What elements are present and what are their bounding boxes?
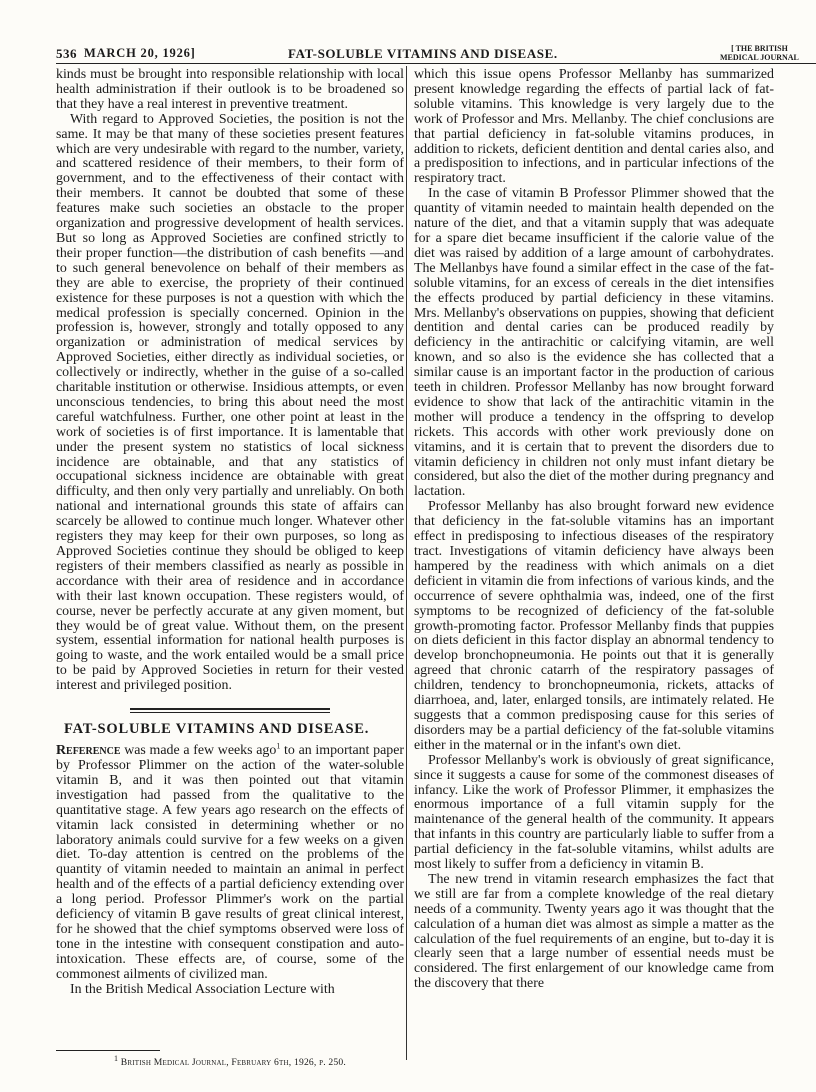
section-divider [130,708,330,713]
paragraph [56,741,404,983]
paragraph: Professor Mellanby's work is obviously of great significance, since it suggests a cause for some of the commonest diseases of infancy. Like the work of Professor Plimmer, it emphasizes the enormous importance of a full vitamin supply for the maintenance of the general health of the community. It appears that infants in this country are particularly liable to suffer from a partial deficiency in the fat-soluble vitamins, whilst adults are most likely to suffer from a deficiency in vitamin B. [414,752,774,873]
footnote-marker: 1 [113,1053,119,1063]
paragraph: In the case of vitamin B Professor Plimmer showed that the quantity of vitamin needed to maintain health depended on the nature of the diet, and that a vitamin supply that was adequate for a spare diet became insufficient if the calorie value of the diet was raised by addition of a large amount of carbohydrates. The Mellanbys have found a similar effect in the case of the fat-soluble vitamins, for an excess of cereals in the diet intensifies the effects produced by partial deficiency in these vitamins. Mrs. Mellanby's observations on puppies, showing that deficient dentition and dental caries can be produced readily by deficiency in the antirachitic or calcifying vitamin, are well known, and so also is the evidence she has collected that a similar cause is an important factor in the production of carious teeth in children. Professor Mellanby has now brought forward evidence to show that lack of the antirachitic vitamin in the mother will produce a tendency in the offspring to develop rickets. This accords with other work previously done on vitamins, and it is certain that to prevent the disorders due to vitamin deficiency in children not only must infant dietary be considered, but also the diet of the mother during pregnancy and lactation. [414,186,774,500]
paragraph: The new trend in vitamin research emphasizes the fact that we still are far from a complete knowledge of the real dietary needs of a community. Twenty years ago it was thought that the calculation of a human diet was almost as simple a matter as the calculation of the fuel requirements of an engine, but to-day it is clearly seen that a large number of essential needs must be considered. The first enlargement of our knowledge came from the discovery that there [414,871,774,992]
right-column [414,68,774,1086]
paragraph: In the British Medical Association Lecture with [70,981,335,997]
journal-line-1: THE BRITISH [735,44,788,53]
footnote-text: British Medical Journal, February 6th, 1926, p. 250. [118,1057,347,1068]
page-number: 536 [56,46,77,61]
footnote [56,1050,404,1068]
section-heading: FAT-SOLUBLE VITAMINS AND DISEASE. [64,721,370,738]
lead-word: Reference [56,743,121,759]
running-title: FAT-SOLUBLE VITAMINS AND DISEASE. [288,46,558,61]
paragraph: With regard to Approved Societies, the position is not the same. It may be that many of these societies present features which are very undesirable with regard to the number, variety, and scattered residence of their members, to their form of government, and to the effectiveness of their contact with their members. It cannot be doubted that some of these features make such societies an obstacle to the proper organization and progressive development of health services. But so long as Approved Societies are confined strictly to their proper function—the distribution of cash benefits —and to such general benevolence on behalf of their members as they are able to exercise, the propriety of their continued existence for these purposes is not a question with which the medical profession is specially concerned. Opinion in the profession is, however, strongly and totally opposed to any organization or administration of medical services by Approved Societies, either directly as individual societies, or collectively or indirectly, whether in the guise of a so-called charitable institution or otherwise. Insidious attempts, or even unconscious tendencies, to bring this about need the most careful watchfulness. Further, one other point at least in the work of societies is of first importance. It is lamentable that under the present system no statistics of local sickness incidence are obtainable, and that any statistics of occupational sickness incidence are obtainable with great difficulty, and then only very partially and unreliably. On both national and international grounds this state of affairs can scarcely be allowed to continue much longer. Whatever other registers they may keep for their own purposes, so long as Approved Societies continue they should be obliged to keep registers of their members classified as nearly as possible in accordance with their area of residence and in accordance with their last known occupation. These registers would, of course, never be perfectly accurate at any given moment, but they would be of great value. Without them, on the present system, essential information for national health purposes is going to waste, and the work entailed would be a small price to be paid by Approved Societies in return for their vested interest and privileged position. [56,111,404,694]
text-run: was made a few weeks ago [120,743,277,759]
paragraph: Professor Mellanby has also brought forward new evidence that deficiency in the fat-soluble vitamins has an important effect in predisposing to infectious diseases of the respiratory tract. Investigations of vitamin deficiency have always been hampered by the readiness with which animals on a diet deficient in vitamin die from infections of various kinds, and the occurrence of severe ophthalmia was, indeed, one of the first symptoms to be recognized of deficiency of the fat-soluble growth-promoting factor. Professor Mellanby finds that puppies on diets deficient in this factor display an abnormal tendency to develop bronchopneumonia. He points out that it is generally agreed that chronic catarrh of the respiratory passages of children, tendency to bronchopneumonia, rickets, attacks of diarrhoea, and, later, enlarged tonsils, are intimately related. He suggests that a common predisposing cause for this series of disorders may be a partial deficiency of the fat-soluble vitamins either in the maternal or in the infant's own diet. [414,499,774,753]
text-run: to an important paper by Professor Plimmer on the action of the water-soluble vitamin B, and it was then pointed out that vitamin investigation had passed from the qualitative to the quantitative stage. A few years ago research on the effects of vitamin lack consisted in determining whether or no laboratory animals could survive for a few weeks on a given diet. To-day attention is centred on the problems of the quantity of vitamin needed to maintain an animal in perfect health and of the effects of a partial deficiency extending over a long period. Professor Plimmer's work on the partial deficiency of vitamin B gave results of great clinical interest, for he showed that the chief symptoms observed were loss of tone in the intestine with consequent constipation and auto-intoxication. These effects are, of course, some of the commonest ailments of civilized man. [56,743,404,982]
footnote-rule [56,1050,160,1051]
issue-date: MARCH 20, 1926] [84,46,196,60]
header-rule [56,63,816,64]
paragraph: which this issue opens Professor Mellanby has summarized present knowledge regarding the effects of partial lack of fat-soluble vitamins. This knowledge is very largely due to the work of Professor and Mrs. Mellanby. The chief conclusions are that partial deficiency in fat-soluble vitamins produces, in addition to rickets, deficient dentition and dental caries also, and a predisposition to infections, and in particular infections of the respiratory tract. [414,67,774,187]
journal-line-2: MEDICAL JOURNAL [720,53,799,62]
journal-name: [ THE BRITISH MEDICAL JOURNAL [720,44,799,62]
paragraph: kinds must be brought into responsible relationship with local health administration if their outlook is to be broadened so that they have a real interest in preventive treatment. [56,67,404,112]
footnote-ref: 1 [276,741,281,751]
column-divider [406,66,407,1060]
left-column [56,68,404,1052]
